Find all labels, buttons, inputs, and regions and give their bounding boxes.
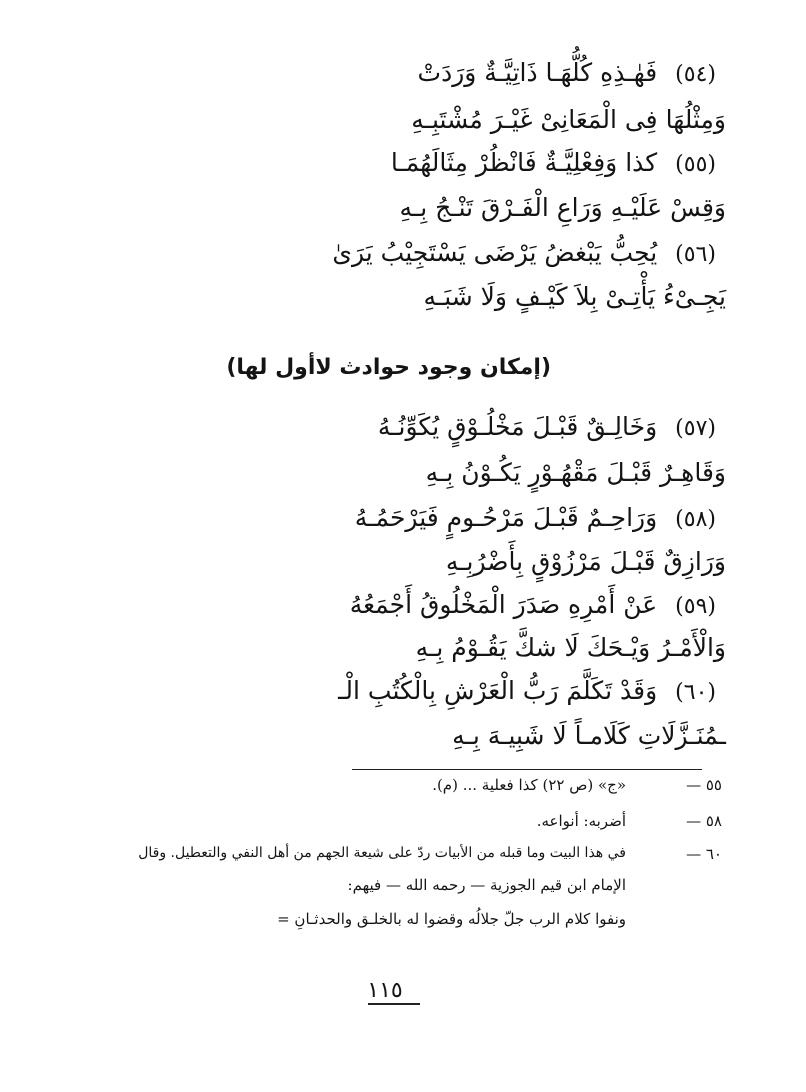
verse-text: يَجِـىْءُ يَأْتِـىْ بِلاَ كَيْـفٍ وَلَا شَبَـهِ	[423, 282, 726, 311]
verse-56-second-hemistich	[423, 282, 726, 311]
page-number-rule	[368, 1003, 420, 1005]
verse-60-first-hemistich	[338, 676, 716, 705]
verse-text: وَقَدْ تَكَلَّمَ رَبُّ الْعَرْشِ بِالْكُتُبِ الْـ	[338, 676, 658, 705]
verse-60-second-hemistich	[452, 721, 726, 750]
footnote-60-continuation: الإمام ابن قيم الجوزية — رحمه الله — فيهم:	[347, 876, 626, 894]
verse-text: وَالْأَمْـرُ وَيْـحَكَ لَا شكَّ يَقُـوْمُ بِـهِ	[415, 633, 726, 662]
verse-text: وَرَاحِـمٌ قَبْـلَ مَرْحُـومٍ فَيَرْحَمُـهُ	[354, 503, 658, 532]
verse-text: وَقَاهِـرٌ قَبْـلَ مَقْهُـوْرٍ يَكُـوْنُ بِـهِ	[425, 458, 726, 487]
verse-text: فَهٰـذِهِ كُلُّهَـا ذَاتِيَّـةٌ وَرَدَتْ	[417, 58, 658, 87]
footnote-58-number: ٥٨ —	[686, 812, 722, 830]
verse-58-second-hemistich	[446, 547, 726, 576]
verse-text: وَرَازِقٌ قَبْـلَ مَرْزُوْقٍ بِأَضْرُبِـهِ	[445, 547, 726, 576]
verse-number: (٥٦)	[675, 242, 716, 267]
verse-54-second-hemistich	[411, 105, 726, 134]
verse-number: (٥٥)	[675, 152, 716, 177]
footnote-55-text: «ج» (ص ٢٢) كذا فعلية ... (م).	[432, 776, 626, 794]
verse-59-first-hemistich	[350, 590, 716, 619]
verse-number: (٥٨)	[675, 507, 716, 532]
verse-55-first-hemistich	[391, 148, 716, 177]
verse-text: ـمُنَـزَّلَاتِ كَلَامـاً لَا شَبِيـهَ بِـهِ	[452, 721, 726, 750]
verse-text: كذا وَفِعْلِيَّـةٌ فَانْظُرْ مِثَالَهُمَـا	[390, 148, 658, 177]
footnote-60-poem-verse: ونفوا كلام الرب جلّ جلالُه وقضوا له بالخلـق والحدثـانِ =	[277, 910, 626, 928]
verse-57-second-hemistich	[426, 458, 726, 487]
verse-number: (٥٤)	[675, 62, 716, 87]
verse-text: عَنْ أَمْرِهِ صَدَرَ الْمَخْلُوقُ أَجْمَعُهُ	[349, 590, 658, 619]
verse-number: (٥٧)	[675, 416, 716, 441]
verse-58-first-hemistich	[355, 503, 716, 532]
footnote-58-text: أضربه: أنواعه.	[536, 812, 626, 830]
verse-55-second-hemistich	[400, 193, 726, 222]
verse-number: (٥٩)	[675, 594, 716, 619]
footnote-55-number: ٥٥ —	[686, 776, 722, 794]
verse-text: وَمِثْلُهَا فِى الْمَعَانِىْ غَيْـرَ مُشْتَبِـهِ	[411, 105, 726, 134]
footnote-60-text: في هذا البيت وما قبله من الأبيات ردّ على شيعة الجهم من أهل النفي والتعطيل. وقال	[138, 845, 626, 861]
page-number: ١١٥	[367, 978, 403, 1003]
verse-57-first-hemistich	[378, 412, 716, 441]
verse-54-first-hemistich	[418, 58, 716, 87]
verse-56-first-hemistich	[332, 238, 716, 267]
section-heading: (إمكان وجود حوادث لاأول لها)	[226, 355, 551, 380]
verse-number: (٦٠)	[675, 680, 716, 705]
footnote-divider	[352, 769, 702, 770]
verse-text: يُحِبُّ يَبْغضُ يَرْضَى يَسْتَجِيْبُ يَرَىٰ	[332, 238, 658, 267]
verse-text: وَقِسْ عَلَيْـهِ وَرَاعِ الْفَـرْقَ تَنْـجُ بِـهِ	[399, 193, 726, 222]
verse-59-second-hemistich	[416, 633, 726, 662]
footnote-60-number: ٦٠ —	[686, 845, 722, 863]
verse-text: وَخَالِـقٌ قَبْـلَ مَخْلُـوْقٍ يُكَوِّنُـهُ	[377, 412, 658, 441]
